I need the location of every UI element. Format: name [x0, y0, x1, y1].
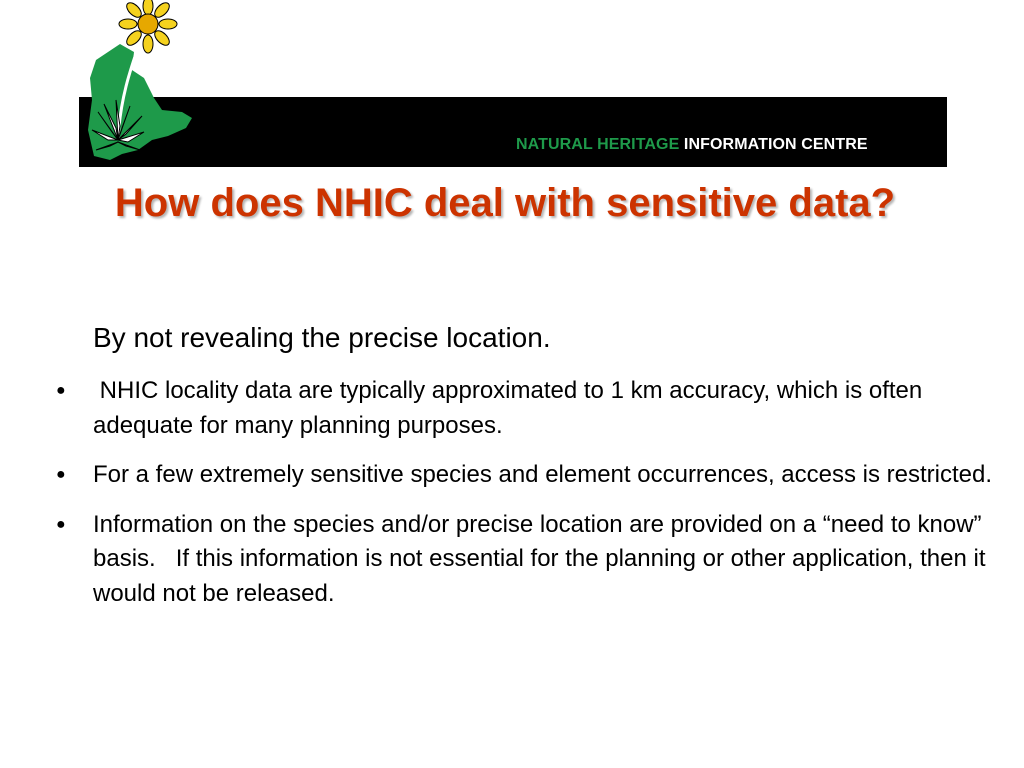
org-name	[516, 136, 868, 154]
bullet-item	[56, 508, 993, 612]
org-name-part1: NATURAL HERITAGE	[516, 136, 680, 153]
slide-title: How does NHIC deal with sensitive data?	[114, 181, 896, 225]
bullet-dot-icon: ●	[56, 382, 66, 399]
bullet-text: For a few extremely sensitive species and element occurrences, access is restricted.	[93, 461, 993, 488]
bullet-item	[56, 374, 993, 443]
intro-text: By not revealing the precise location.	[93, 322, 551, 353]
bullet-dot-icon: ●	[56, 466, 66, 483]
bullet-list	[56, 374, 993, 626]
org-name-part2: INFORMATION CENTRE	[683, 136, 868, 153]
bullet-item	[56, 458, 993, 493]
bullet-text: Information on the species and/or precise location are provided on a “need to know” basis. If this information is not essential for the planning or other application, then it would not be released.	[93, 510, 993, 607]
ontario-map-flower-logo-icon	[82, 0, 202, 166]
bullet-text: NHIC locality data are typically approximated to 1 km accuracy, which is often adequate for many planning purposes.	[93, 377, 929, 439]
header-bar	[79, 97, 947, 167]
bullet-dot-icon: ●	[56, 515, 66, 533]
